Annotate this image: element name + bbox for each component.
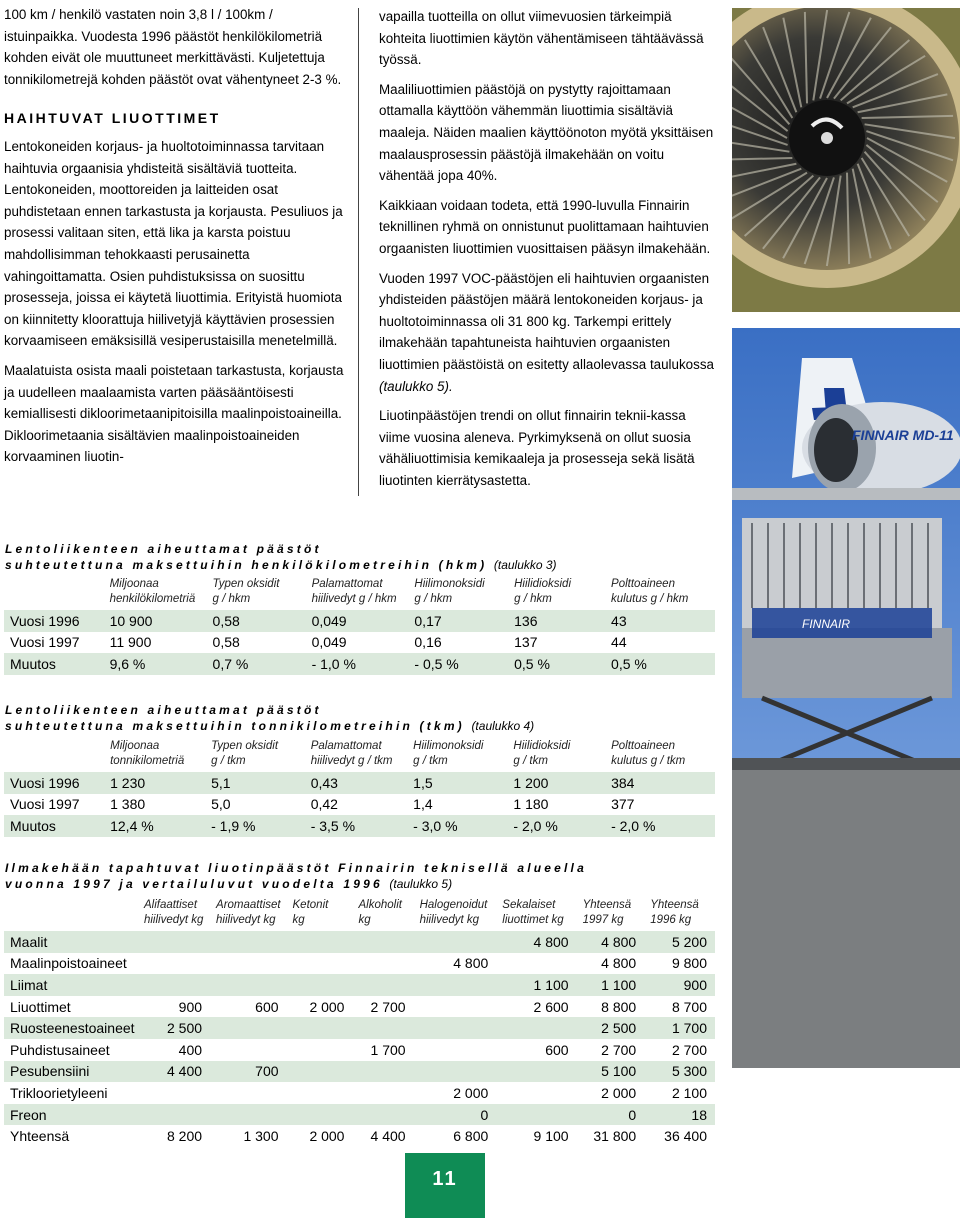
table5-header-line: Yhteensä	[582, 899, 632, 911]
table5-header-line: Yhteensä	[650, 899, 699, 911]
section-heading: HAIHTUVAT LIUOTTIMET	[4, 110, 221, 127]
engine-photo	[732, 8, 960, 312]
left-paragraph-3: Maalatuista osista maali poistetaan tarkastusta, korjausta ja uudelleen maalaamista varten pääsääntöisesti kemiallisesti dikloorimetaanipitoisilla maalinpoistoaineilla. Dikloorimetaania sisältävien maalinpoistoaineiden korvaaminen liuotin-	[4, 362, 344, 465]
table-cell: 2 100	[671, 1084, 707, 1101]
table-cell: 1 700	[644, 1017, 715, 1039]
table4-column-header	[407, 739, 507, 772]
table3-header-line: Typen oksidit	[212, 578, 280, 590]
table-cell: 8 200	[166, 1128, 203, 1145]
table4-title-line2-text: suhteutettuna maksettuihin tonnikilometreihin (tkm)	[5, 719, 465, 733]
table3-ref: (taulukko 3)	[493, 558, 557, 572]
table5-header-line: Sekalaiset	[502, 899, 556, 911]
table3-column-header	[306, 577, 409, 610]
table-cell: 900	[644, 974, 715, 996]
table3-header-line: g / hkm	[414, 593, 453, 605]
row-label: Liuottimet	[10, 998, 71, 1015]
table-cell: 0,7 %	[207, 653, 306, 675]
table4-title	[5, 702, 534, 734]
table-cell: 2 700	[601, 1041, 637, 1058]
table-cell: 0,58	[212, 634, 240, 651]
row-label: Yhteensä	[10, 1128, 70, 1145]
table-cell: 1 180	[513, 796, 549, 813]
table-cell: 600	[255, 998, 279, 1015]
table-cell	[352, 1061, 413, 1083]
table4-ref: (taulukko 4)	[471, 719, 535, 733]
table-cell	[414, 1061, 497, 1083]
table-cell	[287, 931, 353, 953]
table-cell: 5 100	[577, 1061, 645, 1083]
table-cell: 1 300	[243, 1128, 279, 1145]
row-label: Vuosi 1996	[4, 772, 104, 794]
table4-title-line1: Lentoliikenteen aiheuttamat päästöt	[5, 703, 322, 717]
table3-column-header	[104, 577, 207, 610]
table4-header-line: tonnikilometriä	[110, 755, 185, 767]
row-label: Pesubensiini	[4, 1061, 138, 1083]
table-cell: 5,1	[205, 772, 305, 794]
aircraft-photo	[732, 328, 960, 1068]
table5-title-line2-text: vuonna 1997 ja vertailuluvut vuodelta 1996	[5, 877, 383, 891]
table4-header-row	[4, 739, 715, 772]
table-cell: 10 900	[104, 610, 207, 632]
table5-column-header	[352, 898, 413, 931]
row-label: Vuosi 1997	[10, 796, 80, 813]
table-cell: 1 100	[496, 974, 576, 996]
table5-column-header	[496, 898, 576, 931]
table3-column-header	[508, 577, 605, 610]
table3-header-line: Hiilidioksidi	[514, 578, 572, 590]
row-label: Ruosteenestoaineet	[4, 1017, 138, 1039]
table5-header-line: 1996 kg	[650, 914, 692, 926]
table-cell: 5,0	[211, 796, 231, 813]
table3-header-blank	[4, 577, 104, 610]
table5-header-line: Alkoholit	[358, 899, 402, 911]
table-row	[4, 610, 715, 632]
table-cell: 1,5	[407, 772, 507, 794]
table-cell: - 3,0 %	[407, 815, 507, 837]
table-cell: 5 300	[644, 1061, 715, 1083]
page-number: 11	[405, 1153, 485, 1218]
table4-header-line: Miljoonaa	[110, 740, 160, 752]
table-cell: 600	[545, 1041, 569, 1058]
table-cell	[210, 974, 286, 996]
table-cell: - 1,0 %	[306, 653, 409, 675]
table-cell	[352, 1017, 413, 1039]
table-cell: 4 400	[370, 1128, 406, 1145]
table5-header-line: hiilivedyt kg	[143, 914, 204, 926]
middle-text-column	[379, 6, 715, 499]
table-cell: - 2,0 %	[507, 815, 605, 837]
table-cell	[287, 953, 353, 975]
table4-column-header	[305, 739, 407, 772]
table-cell	[287, 1039, 353, 1061]
table-cell: 1,4	[413, 796, 433, 813]
table-cell	[287, 974, 353, 996]
table5-header-line: Alifaattiset	[143, 899, 198, 911]
table-cell: 4 800	[577, 931, 645, 953]
table-cell	[414, 1017, 497, 1039]
table4-header-line: g / tkm	[413, 755, 448, 767]
mid-paragraph-1: vapailla tuotteilla on ollut viimevuosien tärkeimpiä kohteita liuottimien käytön vähentämiseen tähtäävässä työssä.	[379, 9, 704, 68]
table4-column-header	[605, 739, 715, 772]
table-cell: 1 380	[110, 796, 146, 813]
table-row	[4, 1039, 715, 1061]
table-cell	[138, 974, 210, 996]
table-cell: 1 700	[370, 1041, 406, 1058]
table-cell	[287, 1017, 353, 1039]
row-label: Vuosi 1997	[10, 634, 80, 651]
table-cell	[496, 1061, 576, 1083]
table5-header-line: Aromaattiset	[216, 899, 281, 911]
table-cell	[496, 1017, 576, 1039]
table5-header-row	[4, 898, 715, 931]
table-reference: (taulukko 5).	[379, 378, 453, 394]
table-cell: 377	[611, 796, 635, 813]
table-cell: 18	[644, 1104, 715, 1126]
table5-column-header	[138, 898, 210, 931]
table-cell	[210, 931, 286, 953]
vehicle-livery-text: FINNAIR	[802, 617, 850, 631]
table5-ref: (taulukko 5)	[389, 877, 453, 891]
table-cell	[138, 1104, 210, 1126]
table-cell	[287, 1061, 353, 1083]
table-cell: 1 200	[507, 772, 605, 794]
table-cell	[138, 953, 210, 975]
table-cell	[496, 953, 576, 975]
table3-column-header	[605, 577, 715, 610]
row-label: Liimat	[4, 974, 138, 996]
table-row	[4, 1017, 715, 1039]
table-cell: 0	[577, 1104, 645, 1126]
table-row	[4, 1061, 715, 1083]
table-cell	[414, 931, 497, 953]
table-cell: 8 800	[601, 998, 637, 1015]
table4-header-line: hiilivedyt g / tkm	[310, 755, 393, 767]
table-cell	[287, 1082, 353, 1104]
table-cell: 0,42	[310, 796, 338, 813]
left-text-column	[4, 4, 346, 476]
table4-column-header	[104, 739, 205, 772]
table-cell: 0,5 %	[508, 653, 605, 675]
table-cell: - 0,5 %	[408, 653, 508, 675]
table-cell	[414, 996, 497, 1018]
table4-header-blank	[4, 739, 104, 772]
left-paragraph-2: Lentokoneiden korjaus- ja huoltotoiminnassa tarvitaan haihtuvia orgaanisia yhdisteitä sisältäviä tuotteita. Lentokoneiden, moottoreiden ja laitteiden osat puhdistetaan ennen tarkastusta ja korjausta. Pesuliuos ja prosessi valitaan siten, että lika ja karsta poistuu mahdollisimman tehokkaasti perusainetta vahingoittamatta. Osien puhdistuksissa on suosittu prosesseja, joissa ei käytetä liuottimia. Erityistä huomiota on kiinnitetty kloorattuja hiilivetyjä käyttävien prosessien korvaamiseen emäksisillä vesiperustaisilla menetelmillä.	[4, 138, 343, 349]
table4-header-line: Typen oksidit	[211, 740, 279, 752]
table5-title-line1: Ilmakehään tapahtuvat liuotinpäästöt Finnairin teknisellä alueella	[5, 861, 587, 875]
table-cell: 400	[178, 1041, 203, 1058]
mid-paragraph-3: Kaikkiaan voidaan todeta, että 1990-luvulla Finnairin teknillinen ryhmä on onnistunut puolittamaan haihtuvien orgaanisten liuottimien vuosittaisen pääsyn ilmakehään.	[379, 197, 711, 256]
table-cell: 0,049	[306, 610, 409, 632]
table5-header-line: kg	[358, 914, 371, 926]
table-cell: 0,17	[408, 610, 508, 632]
table-row	[4, 974, 715, 996]
table3-header-line: kulutus g / hkm	[611, 593, 689, 605]
table-cell: 12,4 %	[104, 815, 205, 837]
table-row	[4, 1104, 715, 1126]
table5-header-line: 1997 kg	[582, 914, 624, 926]
row-label: Muutos	[4, 653, 104, 675]
table-cell	[414, 974, 497, 996]
table-row	[4, 1125, 715, 1147]
table5-header-line: Ketonit	[292, 899, 329, 911]
table-cell	[352, 953, 413, 975]
table-cell: 0,43	[305, 772, 407, 794]
table3-header-line: Palamattomat	[311, 578, 383, 590]
table-cell	[496, 1104, 576, 1126]
table3-header-row	[4, 577, 715, 610]
table-cell	[287, 1104, 353, 1126]
table4-column-header	[205, 739, 305, 772]
table-cell: 0	[414, 1104, 497, 1126]
table-cell: 31 800	[593, 1128, 637, 1145]
table-row	[4, 953, 715, 975]
plane-livery-text: FINNAIR MD-11	[852, 427, 954, 443]
table-cell: 0,58	[207, 610, 306, 632]
table-cell: - 3,5 %	[305, 815, 407, 837]
table-row	[4, 772, 715, 794]
table3-title-line1: Lentoliikenteen aiheuttamat päästöt	[5, 542, 322, 556]
table-cell: - 2,0 %	[605, 815, 715, 837]
table3-header-line: hiilivedyt g / hkm	[311, 593, 397, 605]
table3-header-line: henkilökilometriä	[109, 593, 196, 605]
table5-column-header	[210, 898, 286, 931]
table-cell: 0,16	[414, 634, 442, 651]
table-cell: 2 600	[533, 998, 569, 1015]
table-cell: 9 800	[671, 955, 707, 972]
row-label: Puhdistusaineet	[10, 1041, 110, 1058]
table-cell	[210, 1017, 286, 1039]
table-cell	[352, 1104, 413, 1126]
mid-paragraph-4	[379, 268, 715, 398]
mid-paragraph-2: Maaliliuottimien päästöjä on pystytty rajoittamaan ottamalla käyttöön vähemmän liuottimia sisältäviä maaleja. Näiden maalien käyttöönoton myötä yksittäisen maalausprosessin päästöjä ilmakehään on voitu vähentää jopa 40%.	[379, 81, 714, 184]
table3-title-line2-text: suhteutettuna maksettuihin henkilökilometreihin (hkm)	[5, 558, 488, 572]
table-cell: 2 000	[601, 1084, 637, 1101]
row-label: Vuosi 1996	[4, 610, 104, 632]
table-row	[4, 1082, 715, 1104]
table-cell: - 1,9 %	[205, 815, 305, 837]
table-row	[4, 653, 715, 675]
table-cell	[210, 1039, 286, 1061]
table-cell: 1 230	[104, 772, 205, 794]
table-cell: 2 700	[370, 998, 406, 1015]
table5-column-header	[577, 898, 645, 931]
table5-header-line: hiilivedyt kg	[419, 914, 480, 926]
column-divider	[358, 8, 359, 496]
table-cell: 8 700	[671, 998, 707, 1015]
table5-header-blank	[4, 898, 138, 931]
table-cell: 4 800	[496, 931, 576, 953]
table-cell: 11 900	[109, 634, 152, 651]
table-row	[4, 996, 715, 1018]
table-cell: 2 000	[453, 1084, 489, 1101]
table-cell	[138, 1082, 210, 1104]
table3-column-header	[408, 577, 508, 610]
table4	[4, 739, 715, 837]
table5-column-header	[644, 898, 715, 931]
table4-header-line: Hiilimonoksidi	[413, 740, 484, 752]
table3-header-line: g / hkm	[514, 593, 552, 605]
table5-header-line: hiilivedyt kg	[216, 914, 276, 926]
table-cell	[414, 1039, 497, 1061]
table-cell: 2 000	[309, 1128, 345, 1145]
left-paragraph-1: 100 km / henkilö vastaten noin 3,8 l / 100km / istuinpaikka. Vuodesta 1996 päästöt henkilökilometriä kohden eivät ole muuttuneet merkittävästi. Kuljetettuja tonnikilometrejä kohden päästöt ovat vähentyneet 2-3 %.	[4, 7, 342, 87]
table-cell	[352, 1082, 413, 1104]
table-cell	[138, 931, 210, 953]
row-label: Maalinpoistoaineet	[10, 955, 127, 972]
table3-header-line: Polttoaineen	[611, 578, 675, 590]
table5-title	[5, 860, 587, 892]
table-cell	[352, 931, 413, 953]
table-cell: 5 200	[644, 931, 715, 953]
table4-header-line: Palamattomat	[310, 740, 382, 752]
table5	[4, 898, 715, 1147]
table-cell	[496, 1082, 576, 1104]
table-cell: 700	[210, 1061, 286, 1083]
table-cell: 4 400	[138, 1061, 210, 1083]
table-cell: 2 700	[671, 1041, 707, 1058]
table-cell	[210, 1082, 286, 1104]
table-row	[4, 815, 715, 837]
mid-paragraph-5: Liuotinpäästöjen trendi on ollut finnairin teknii-kassa viime vuosina aleneva. Pyrkimyksenä on ollut suosia vähäliuottimisia kemikaaleja ja prosesseja sekä lisätä liuotinten kierrätysastetta.	[379, 408, 695, 488]
table5-column-header	[414, 898, 497, 931]
table3-header-line: Hiilimonoksidi	[414, 578, 485, 590]
table3-title	[5, 541, 557, 573]
table-cell: 900	[178, 998, 203, 1015]
table3-header-line: g / hkm	[212, 593, 251, 605]
table-cell: 43	[605, 610, 715, 632]
table-cell: 36 400	[664, 1128, 707, 1145]
table-row	[4, 931, 715, 953]
table-cell: 137	[514, 634, 538, 651]
row-label: Freon	[4, 1104, 138, 1126]
table-cell	[352, 974, 413, 996]
table4-header-line: Polttoaineen	[611, 740, 676, 752]
table-cell: 0,5 %	[605, 653, 715, 675]
table4-header-line: g / tkm	[211, 755, 246, 767]
table5-header-line: liuottimet kg	[502, 914, 564, 926]
table5-header-line: Halogenoidut	[419, 899, 488, 911]
table-cell	[210, 953, 286, 975]
row-label: Trikloorietyleeni	[10, 1084, 108, 1101]
table4-title-line2	[5, 718, 534, 734]
row-label: Muutos	[4, 815, 104, 837]
table-cell: 2 500	[138, 1017, 210, 1039]
table4-header-line: g / tkm	[513, 755, 548, 767]
table4-header-line: kulutus g / tkm	[611, 755, 686, 767]
table-cell: 2 500	[577, 1017, 645, 1039]
table4-column-header	[507, 739, 605, 772]
table3-header-line: Miljoonaa	[109, 578, 159, 590]
table-cell: 9 100	[533, 1128, 569, 1145]
table3-title-line2	[5, 557, 557, 573]
table3-column-header	[207, 577, 306, 610]
table-cell: 44	[611, 634, 627, 651]
table3	[4, 577, 715, 675]
table5-title-line2	[5, 876, 587, 892]
table-row	[4, 794, 715, 816]
table-cell: 4 800	[601, 955, 637, 972]
table-cell: 9,6 %	[104, 653, 207, 675]
table5-column-header	[287, 898, 353, 931]
table4-header-line: Hiilidioksidi	[513, 740, 571, 752]
table-cell: 6 800	[453, 1128, 489, 1145]
table-cell: 136	[508, 610, 605, 632]
table-cell	[210, 1104, 286, 1126]
table-cell: 384	[605, 772, 715, 794]
table-cell: 0,049	[311, 634, 347, 651]
mid-paragraph-4-text: Vuoden 1997 VOC-päästöjen eli haihtuvien orgaanisten yhdisteiden päästöjen määrä lentokoneiden korjaus- ja huoltotoiminnassa oli 31 800 kg. Tarkempi erittely ilmakehään tapahtuneista haihtuvien orgaanisten liuottimien päästöistä on esitetty allaolevassa taulukossa	[379, 270, 714, 372]
table-cell: 2 000	[309, 998, 345, 1015]
table-cell: 4 800	[453, 955, 489, 972]
table-cell: 1 100	[577, 974, 645, 996]
row-label: Maalit	[4, 931, 138, 953]
table5-header-line: kg	[292, 914, 305, 926]
table-row	[4, 632, 715, 654]
